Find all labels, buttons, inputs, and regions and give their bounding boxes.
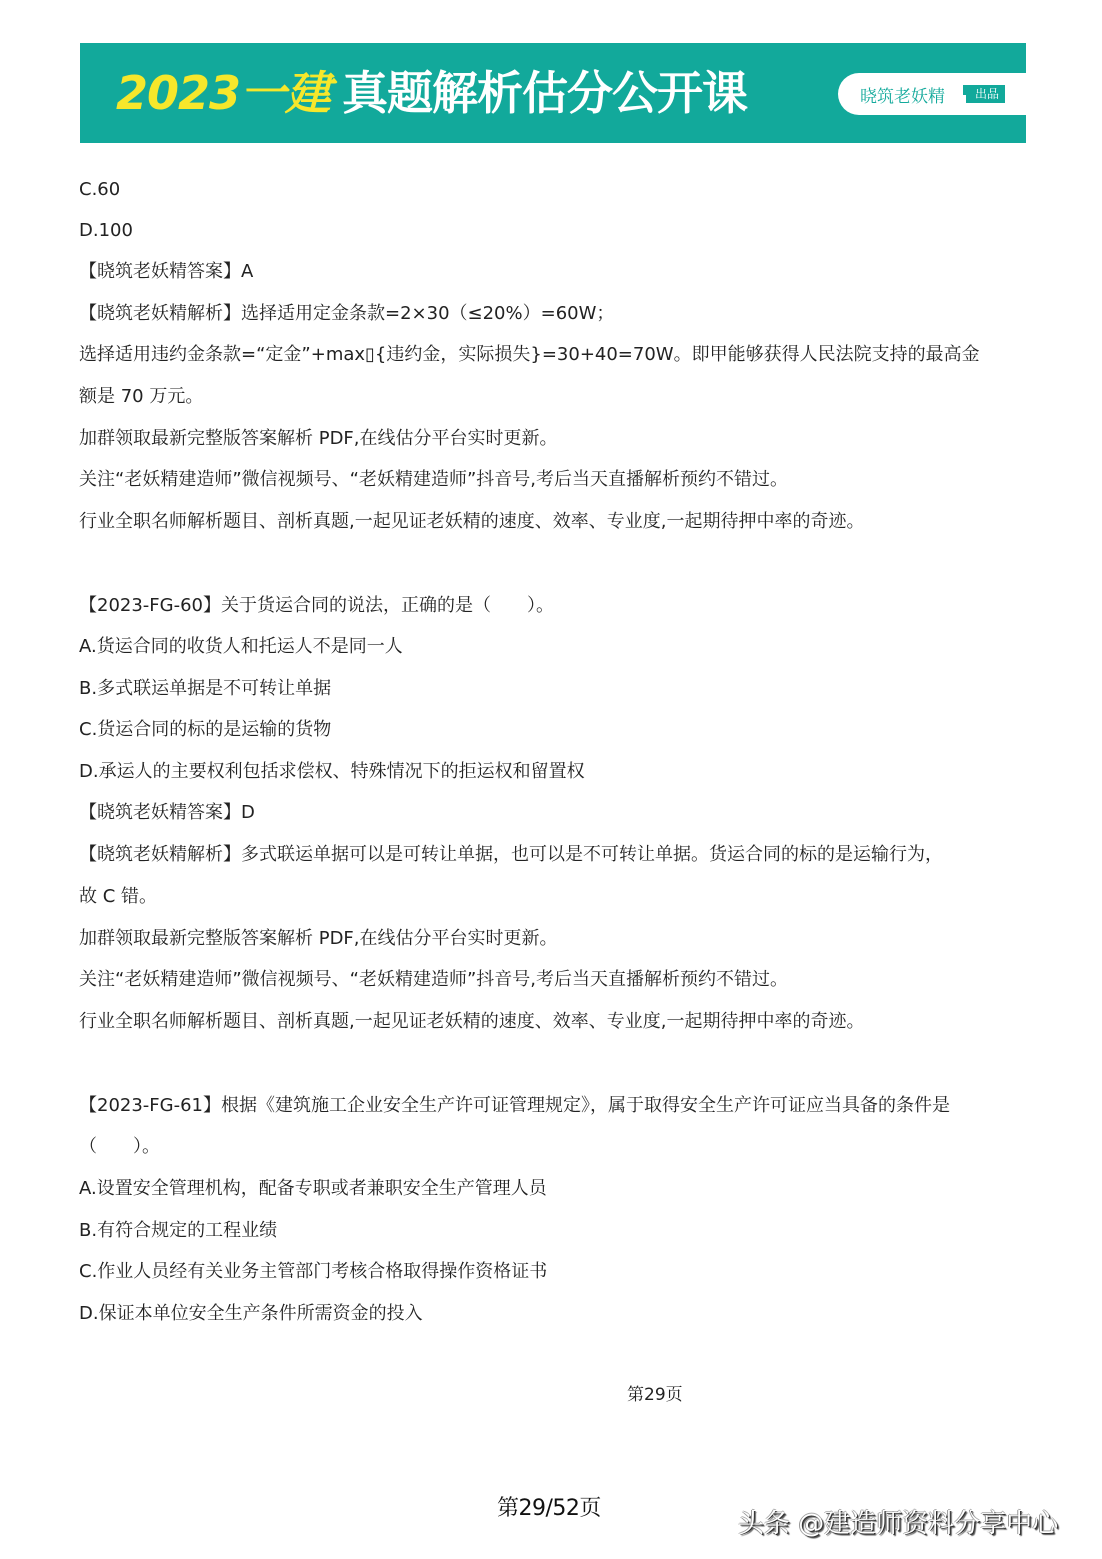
text-line: 加群领取最新完整版答案解析 PDF,在线估分平台实时更新。: [79, 928, 558, 949]
text-line: A.设置安全管理机构，配备专职或者兼职安全生产管理人员: [79, 1178, 547, 1199]
banner-title-main: 真题解析估分公开课: [342, 66, 748, 120]
text-line: 额是 70 万元。: [79, 386, 204, 407]
text-line: 【晓筑老妖精答案】D: [79, 802, 255, 823]
page-number-label: 第29页: [627, 1385, 683, 1405]
text-line: 选择适用违约金条款=“定金”+max▯{违约金，实际损失}=30+40=70W。即甲能够获得人民法院支持的最高金: [79, 344, 980, 365]
text-line: 关注“老妖精建造师”微信视频号、“老妖精建造师”抖音号,考后当天直播解析预约不错过。: [79, 469, 789, 490]
brand-tag: 出品: [966, 85, 1005, 103]
text-line: 行业全职名师解析题目、剖析真题,一起见证老妖精的速度、效率、专业度,一起期待押中率的奇迹。: [79, 511, 865, 532]
text-line: 加群领取最新完整版答案解析 PDF,在线估分平台实时更新。: [79, 428, 558, 449]
text-line: D.承运人的主要权利包括求偿权、特殊情况下的拒运权和留置权: [79, 761, 585, 782]
text-line: D.100: [79, 220, 133, 241]
text-line: 行业全职名师解析题目、剖析真题,一起见证老妖精的速度、效率、专业度,一起期待押中率的奇迹。: [79, 1011, 865, 1032]
text-line: 【晓筑老妖精解析】选择适用定金条款=2×30（≤20%）=60W；: [79, 303, 615, 324]
watermark: 头条 @建造师资料分享中心: [738, 1509, 1059, 1539]
text-line: A.货运合同的收货人和托运人不是同一人: [79, 636, 403, 657]
text-line: 关注“老妖精建造师”微信视频号、“老妖精建造师”抖音号,考后当天直播解析预约不错过。: [79, 969, 789, 990]
brand-name: 晓筑老妖精: [860, 87, 945, 107]
brand-badge: [838, 73, 1038, 115]
banner-title: [116, 65, 747, 121]
text-line: 故 C 错。: [79, 886, 158, 907]
text-line: 【2023-FG-60】关于货运合同的说法，正确的是（ ）。: [79, 595, 555, 616]
text-line: C.作业人员经有关业务主管部门考核合格取得操作资格证书: [79, 1261, 548, 1282]
page-indicator: 第29/52页: [497, 1496, 601, 1521]
text-line: B.多式联运单据是不可转让单据: [79, 678, 332, 699]
text-line: B.有符合规定的工程业绩: [79, 1220, 278, 1241]
text-line: 【晓筑老妖精答案】A: [79, 261, 254, 282]
course-banner: [80, 43, 1026, 143]
text-line: （ ）。: [79, 1136, 160, 1157]
text-line: D.保证本单位安全生产条件所需资金的投入: [79, 1303, 423, 1324]
text-line: 【晓筑老妖精解析】多式联运单据可以是可转让单据，也可以是不可转让单据。货运合同的标的是运输行为，: [79, 844, 943, 865]
text-line: 【2023-FG-61】根据《建筑施工企业安全生产许可证管理规定》，属于取得安全生产许可证应当具备的条件是: [79, 1095, 951, 1116]
text-line: C.货运合同的标的是运输的货物: [79, 719, 332, 740]
banner-title-year: 2023一建: [116, 66, 331, 120]
text-line: C.60: [79, 179, 121, 200]
